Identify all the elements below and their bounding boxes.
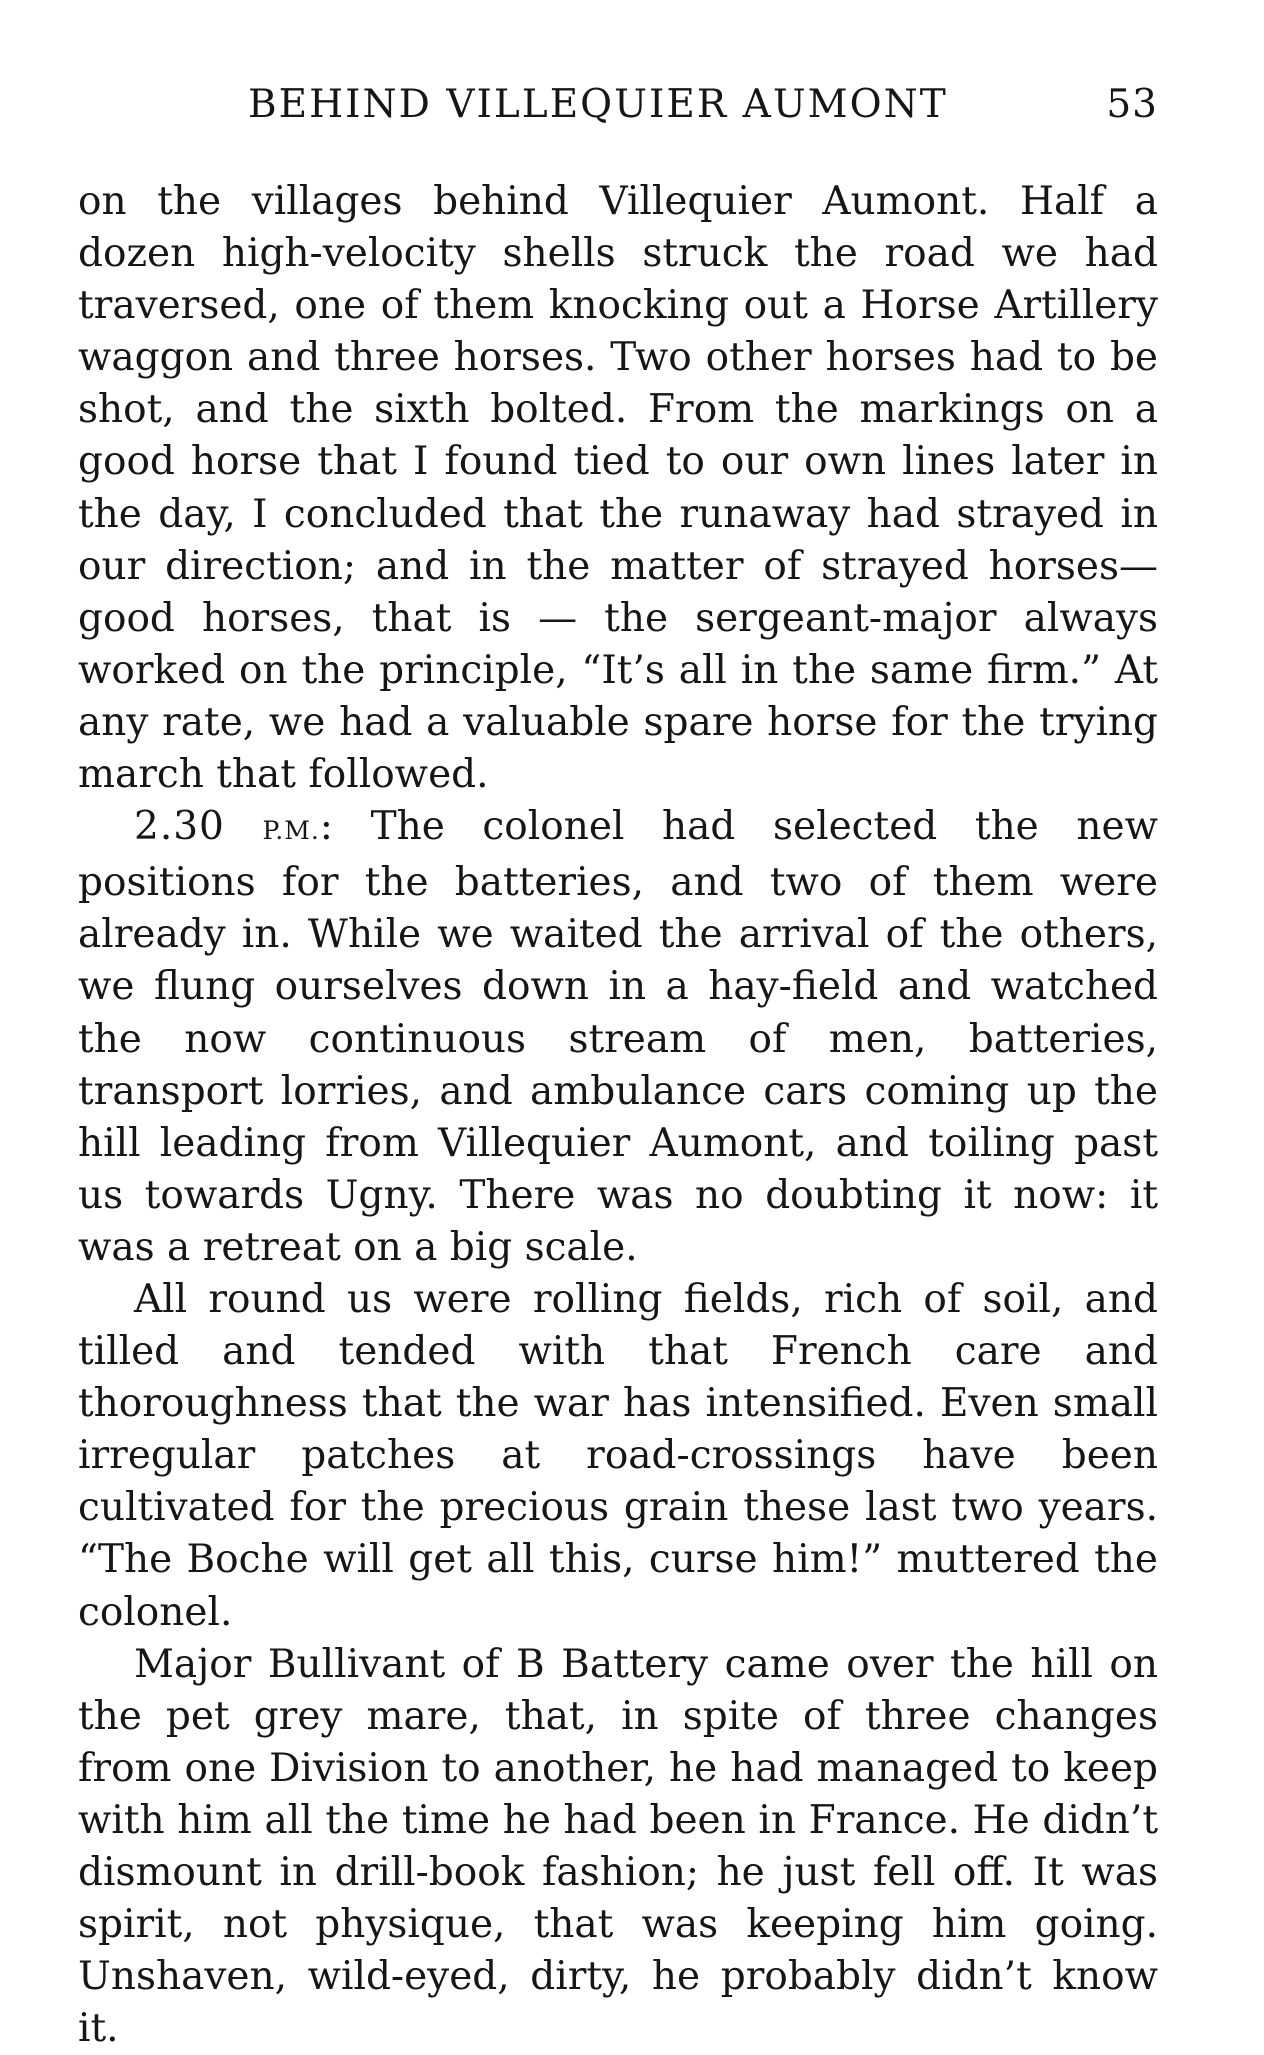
paragraph-time-text: : The colonel had selected the new positions for the batteries, and two of them were already in. While we waited the arrival of the others, we flung ourselves down in a hay-field and watched the now continuous stream of men, batteries, transport lorries, and ambulance cars coming up the hill leading from Villequier Aumont, and toiling past us towards Ugny. There was no doubting it now: it was a retreat on a big scale. xyxy=(78,804,1159,1270)
page-number: 53 xyxy=(1106,82,1158,127)
running-head xyxy=(78,80,1158,130)
paragraph-major-bullivant: Major Bullivant of B Battery came over the hill on the pet grey mare, that, in spite of three changes from one Division to another, he had managed to keep with him all the time he had been in France. He didn’t dismount in drill-book fashion; he just fell off. It was spirit, not physique, that was keeping him going. Unshaven, wild-eyed, dirty, he probably didn’t know it. xyxy=(78,1641,1158,2052)
body-text xyxy=(78,176,1158,2055)
paragraph-continuation: on the villages behind Villequier Aumont. Half a dozen high-velocity shells struck the road we had traversed, one of them knocking out a Horse Artillery waggon and three horses. Two other horses had to be shot, and the sixth bolted. From the markings on a good horse that I found tied to our own lines later in the day, I concluded that the runaway had strayed in our direction; and in the matter of strayed horses—good horses, that is — the sergeant-major always worked on the principle, “It’s all in the same firm.” At any rate, we had a valuable spare horse for the trying march that followed. xyxy=(78,179,1158,798)
time-suffix: P.M. xyxy=(262,816,320,846)
paragraph-fields: All round us were rolling fields, rich of soil, and tilled and tended with that French care and thoroughness that the war has intensified. Even small irregular patches at road-crossings have been cultivated for the precious grain these last two years. “The Boche will get all this, curse him!” muttered the colonel. xyxy=(78,1276,1158,1635)
running-title: BEHIND VILLEQUIER AUMONT xyxy=(248,82,948,127)
paragraph-time-entry xyxy=(78,801,1158,1274)
time-stamp: 2.30 xyxy=(134,804,225,850)
